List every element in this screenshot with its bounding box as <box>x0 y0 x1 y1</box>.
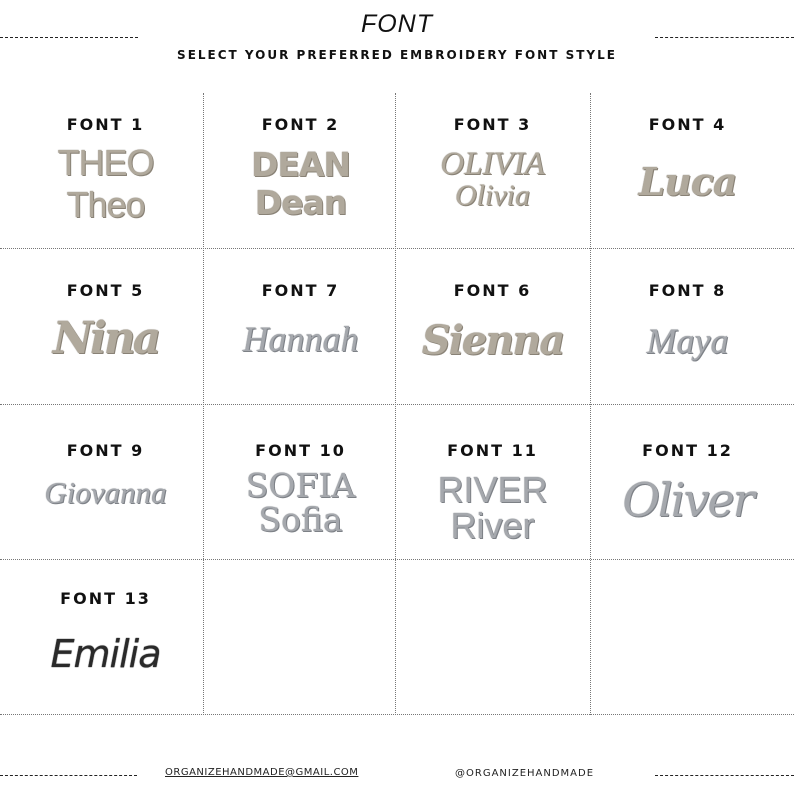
font-card-5[interactable] <box>8 249 203 404</box>
font-card-13[interactable] <box>8 560 203 715</box>
font-sample: Maya <box>646 321 729 361</box>
font-sample-upper: THEO <box>57 142 154 183</box>
font-card-2[interactable] <box>203 93 398 248</box>
font-label: FONT 12 <box>642 441 733 460</box>
footer-social-handle: @ORGANIZEHANDMADE <box>455 768 595 779</box>
font-card-8[interactable] <box>590 249 785 404</box>
empty-cell-2 <box>395 560 590 715</box>
footer-rule-right <box>655 775 794 776</box>
font-sample: Hannah <box>242 319 359 359</box>
font-sample: Emilia <box>50 632 161 676</box>
font-label: FONT 13 <box>60 589 151 608</box>
page-title: FONT <box>360 10 434 38</box>
font-card-3[interactable] <box>395 93 590 248</box>
font-sample-lower: Theo <box>66 184 145 225</box>
font-sample-lower: River <box>450 505 535 546</box>
font-sample: Giovanna <box>44 475 167 510</box>
font-card-6[interactable] <box>395 249 590 404</box>
font-label: FONT 5 <box>66 281 145 300</box>
footer-rule-left <box>0 775 137 776</box>
font-sample: Luca <box>638 159 737 204</box>
font-label: FONT 9 <box>66 441 145 460</box>
font-sample-upper: OLIVIA <box>440 146 545 182</box>
font-card-9[interactable] <box>8 405 203 560</box>
font-card-12[interactable] <box>590 405 785 560</box>
font-label: FONT 6 <box>453 281 532 300</box>
font-label: FONT 10 <box>255 441 346 460</box>
font-card-1[interactable] <box>8 93 203 248</box>
font-sample-lower: Sofia <box>258 500 343 539</box>
font-label: FONT 1 <box>66 115 145 134</box>
font-card-4[interactable] <box>590 93 785 248</box>
font-sample-lower: Olivia <box>455 179 530 212</box>
font-card-7[interactable] <box>203 249 398 404</box>
font-sample-upper: DEAN <box>250 145 351 184</box>
font-label: FONT 3 <box>453 115 532 134</box>
page-subtitle: SELECT YOUR PREFERRED EMBROIDERY FONT STYLE <box>177 48 617 62</box>
empty-cell-3 <box>590 560 785 715</box>
font-card-11[interactable] <box>395 405 590 560</box>
font-label: FONT 11 <box>447 441 538 460</box>
font-label: FONT 2 <box>261 115 340 134</box>
font-card-10[interactable] <box>203 405 398 560</box>
font-sample-upper: RIVER <box>437 469 548 510</box>
font-sample-lower: Dean <box>254 183 347 222</box>
font-label: FONT 4 <box>648 115 727 134</box>
footer-email-link[interactable]: ORGANIZEHANDMADE@GMAIL.COM <box>165 767 359 778</box>
empty-cell-1 <box>203 560 398 715</box>
font-sample-upper: SOFIA <box>245 466 356 505</box>
font-sample: Nina <box>52 313 159 364</box>
font-sample: Oliver <box>622 473 753 527</box>
font-label: FONT 7 <box>261 281 340 300</box>
font-sample: Sienna <box>421 317 564 364</box>
font-label: FONT 8 <box>648 281 727 300</box>
